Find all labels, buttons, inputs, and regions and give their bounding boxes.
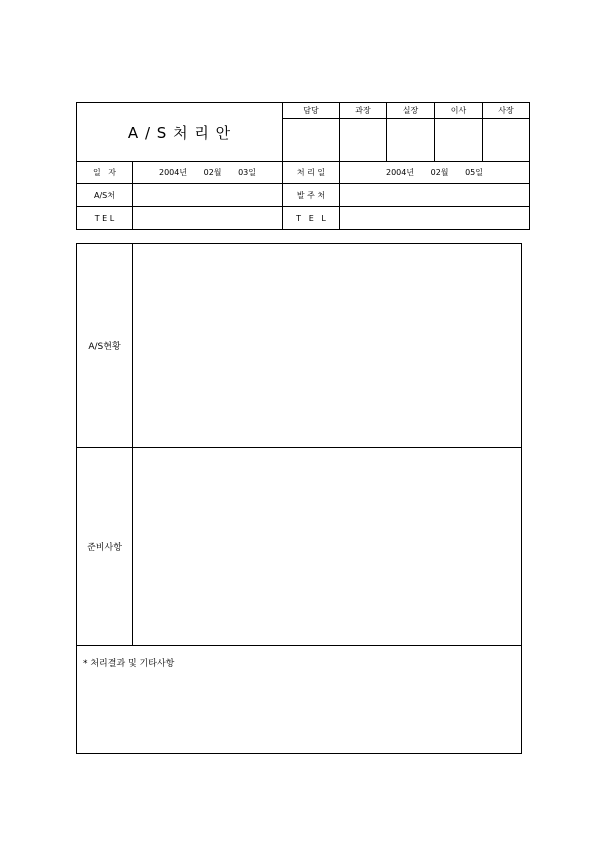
date-value[interactable] bbox=[133, 162, 283, 184]
processed-year: 2004년 bbox=[385, 168, 415, 177]
approval-box-manager[interactable] bbox=[340, 119, 387, 162]
approval-label-chief: 실장 bbox=[387, 103, 435, 119]
content-table bbox=[76, 243, 522, 754]
processed-date-value[interactable] bbox=[340, 162, 530, 184]
tel2-label: T E L bbox=[283, 207, 340, 230]
approval-box-chief[interactable] bbox=[387, 119, 435, 162]
header-table bbox=[76, 102, 530, 230]
approval-label-director: 이사 bbox=[435, 103, 483, 119]
date-month: 02월 bbox=[203, 168, 222, 177]
tel-label: T E L bbox=[77, 207, 133, 230]
approval-box-staff[interactable] bbox=[283, 119, 340, 162]
notes-section[interactable] bbox=[77, 646, 522, 754]
processed-day: 05일 bbox=[465, 168, 484, 177]
approval-label-president: 사장 bbox=[483, 103, 530, 119]
preparation-label: 준비사항 bbox=[77, 448, 133, 646]
orderer-field[interactable] bbox=[340, 184, 530, 207]
tel-field[interactable] bbox=[133, 207, 283, 230]
processed-month: 02월 bbox=[430, 168, 449, 177]
as-status-label: A/S현황 bbox=[77, 244, 133, 448]
date-label: 일 자 bbox=[77, 162, 133, 184]
approval-box-director[interactable] bbox=[435, 119, 483, 162]
date-year: 2004년 bbox=[158, 168, 188, 177]
document-title: A / S 처 리 안 bbox=[77, 103, 283, 162]
as-status-field[interactable] bbox=[133, 244, 522, 448]
notes-label: * 처리결과 및 기타사항 bbox=[83, 659, 175, 669]
approval-label-manager: 과장 bbox=[340, 103, 387, 119]
preparation-field[interactable] bbox=[133, 448, 522, 646]
approval-label-staff: 담당 bbox=[283, 103, 340, 119]
as-place-field[interactable] bbox=[133, 184, 283, 207]
processed-date-label: 처 리 일 bbox=[283, 162, 340, 184]
orderer-label: 발 주 처 bbox=[283, 184, 340, 207]
as-place-label: A/S처 bbox=[77, 184, 133, 207]
tel2-field[interactable] bbox=[340, 207, 530, 230]
date-day: 03일 bbox=[238, 168, 257, 177]
approval-box-president[interactable] bbox=[483, 119, 530, 162]
